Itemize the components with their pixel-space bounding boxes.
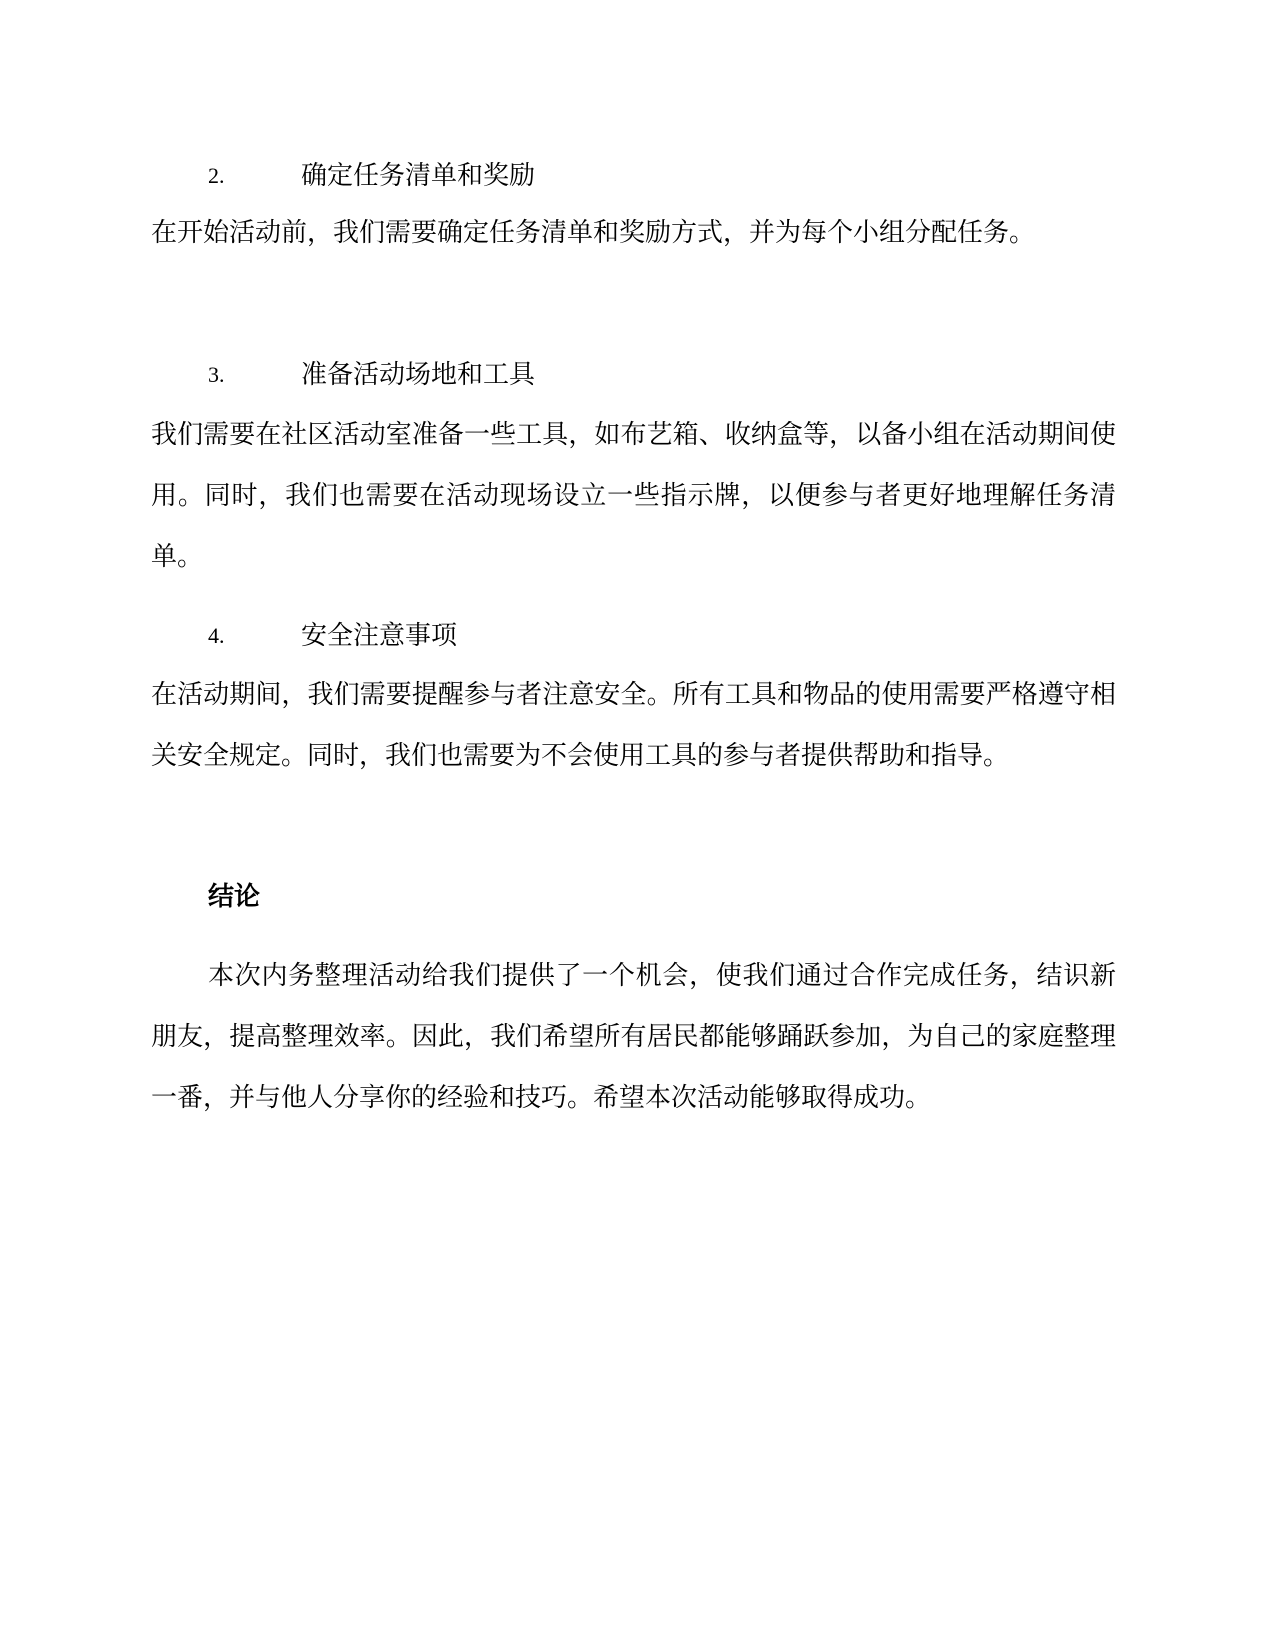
list-item-number: 4. bbox=[208, 623, 225, 648]
paragraph: 我们需要在社区活动室准备一些工具，如布艺箱、收纳盒等，以备小组在活动期间使用。同时，我们也需要在活动现场设立一些指示牌，以便参与者更好地理解任务清单。 bbox=[151, 420, 1116, 572]
list-item-heading bbox=[208, 616, 457, 656]
list-item-title: 准备活动场地和工具 bbox=[301, 360, 536, 390]
list-item-title: 确定任务清单和奖励 bbox=[301, 161, 536, 191]
paragraph: 在活动期间，我们需要提醒参与者注意安全。所有工具和物品的使用需要严格遵守相关安全规定。同时，我们也需要为不会使用工具的参与者提供帮助和指导。 bbox=[151, 680, 1116, 771]
section-heading: 结论 bbox=[208, 882, 261, 912]
paragraph: 本次内务整理活动给我们提供了一个机会，使我们通过合作完成任务，结识新朋友，提高整理效率。因此，我们希望所有居民都能够踊跃参加，为自己的家庭整理一番，并与他人分享你的经验和技巧。希望本次活动能够取得成功。 bbox=[151, 961, 1116, 1113]
paragraph: 在开始活动前，我们需要确定任务清单和奖励方式，并为每个小组分配任务。 bbox=[151, 218, 1036, 248]
list-item-title: 安全注意事项 bbox=[301, 621, 458, 651]
list-item-number: 2. bbox=[208, 163, 225, 188]
list-item-heading bbox=[208, 156, 535, 196]
list-item-number: 3. bbox=[208, 362, 225, 387]
list-item-heading bbox=[208, 355, 535, 395]
